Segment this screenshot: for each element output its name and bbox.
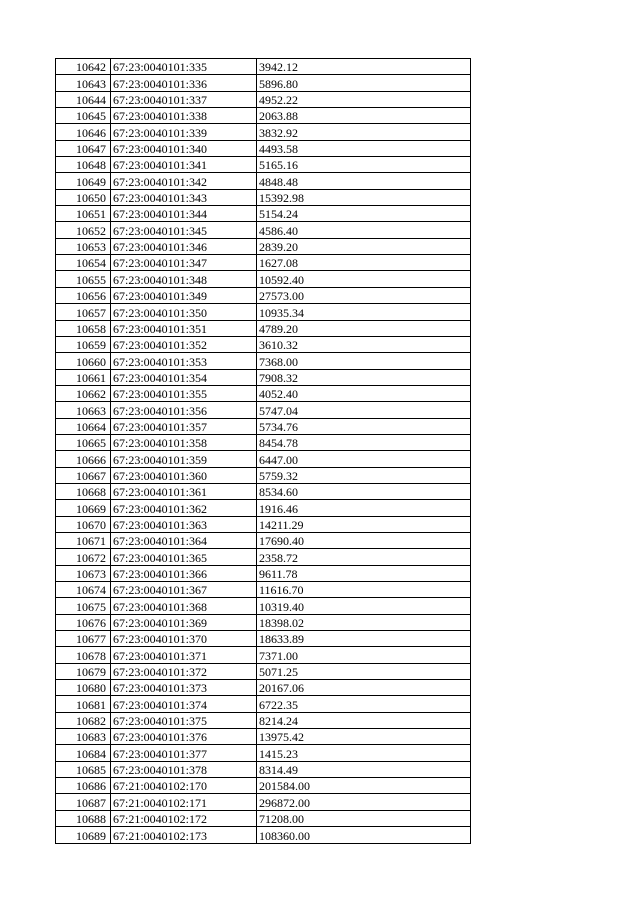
table-row xyxy=(56,467,471,483)
table-row xyxy=(56,794,471,810)
cadastral-number-cell: 67:23:0040101:340 xyxy=(111,140,257,156)
value-cell: 7908.32 xyxy=(257,369,471,385)
value-cell: 5071.25 xyxy=(257,663,471,679)
cadastral-number-cell: 67:23:0040101:366 xyxy=(111,565,257,581)
cadastral-number-cell: 67:23:0040101:344 xyxy=(111,206,257,222)
row-number-cell: 10657 xyxy=(56,304,111,320)
cadastral-number-cell: 67:23:0040101:368 xyxy=(111,598,257,614)
table-row xyxy=(56,222,471,238)
row-number-cell: 10672 xyxy=(56,549,111,565)
cadastral-number-cell: 67:23:0040101:369 xyxy=(111,614,257,630)
cadastral-number-cell: 67:23:0040101:377 xyxy=(111,745,257,761)
value-cell: 201584.00 xyxy=(257,778,471,794)
value-cell: 17690.40 xyxy=(257,532,471,548)
row-number-cell: 10651 xyxy=(56,206,111,222)
value-cell: 5165.16 xyxy=(257,157,471,173)
row-number-cell: 10654 xyxy=(56,255,111,271)
cadastral-number-cell: 67:23:0040101:356 xyxy=(111,402,257,418)
cadastral-number-cell: 67:23:0040101:374 xyxy=(111,696,257,712)
table-row xyxy=(56,712,471,728)
cadastral-number-cell: 67:23:0040101:352 xyxy=(111,336,257,352)
value-cell: 296872.00 xyxy=(257,794,471,810)
row-number-cell: 10662 xyxy=(56,385,111,401)
value-cell: 7371.00 xyxy=(257,647,471,663)
table-row xyxy=(56,516,471,532)
cadastral-number-cell: 67:21:0040102:173 xyxy=(111,827,257,843)
table-row xyxy=(56,565,471,581)
row-number-cell: 10649 xyxy=(56,173,111,189)
value-cell: 11616.70 xyxy=(257,582,471,598)
table-row xyxy=(56,189,471,205)
table-row xyxy=(56,549,471,565)
value-cell: 71208.00 xyxy=(257,810,471,826)
value-cell: 10592.40 xyxy=(257,271,471,287)
row-number-cell: 10684 xyxy=(56,745,111,761)
cadastral-number-cell: 67:21:0040102:170 xyxy=(111,778,257,794)
cadastral-number-cell: 67:23:0040101:355 xyxy=(111,385,257,401)
value-cell: 3610.32 xyxy=(257,336,471,352)
value-cell: 9611.78 xyxy=(257,565,471,581)
cadastral-number-cell: 67:23:0040101:345 xyxy=(111,222,257,238)
row-number-cell: 10644 xyxy=(56,91,111,107)
row-number-cell: 10647 xyxy=(56,140,111,156)
value-cell: 13975.42 xyxy=(257,729,471,745)
row-number-cell: 10659 xyxy=(56,336,111,352)
cadastral-number-cell: 67:23:0040101:348 xyxy=(111,271,257,287)
table-row xyxy=(56,369,471,385)
cadastral-number-cell: 67:23:0040101:336 xyxy=(111,75,257,91)
cadastral-number-cell: 67:23:0040101:342 xyxy=(111,173,257,189)
table-row xyxy=(56,696,471,712)
value-cell: 27573.00 xyxy=(257,287,471,303)
row-number-cell: 10645 xyxy=(56,108,111,124)
cadastral-number-cell: 67:23:0040101:349 xyxy=(111,287,257,303)
cadastral-number-cell: 67:23:0040101:353 xyxy=(111,353,257,369)
cadastral-number-cell: 67:23:0040101:339 xyxy=(111,124,257,140)
cadastral-number-cell: 67:23:0040101:357 xyxy=(111,418,257,434)
row-number-cell: 10648 xyxy=(56,157,111,173)
table-body xyxy=(56,59,471,844)
row-number-cell: 10680 xyxy=(56,680,111,696)
value-cell: 4952.22 xyxy=(257,91,471,107)
cadastral-number-cell: 67:23:0040101:365 xyxy=(111,549,257,565)
table-row xyxy=(56,75,471,91)
cadastral-number-cell: 67:23:0040101:337 xyxy=(111,91,257,107)
table-row xyxy=(56,418,471,434)
row-number-cell: 10679 xyxy=(56,663,111,679)
table-row xyxy=(56,582,471,598)
row-number-cell: 10652 xyxy=(56,222,111,238)
value-cell: 10319.40 xyxy=(257,598,471,614)
table-row xyxy=(56,500,471,516)
table-row xyxy=(56,761,471,777)
row-number-cell: 10666 xyxy=(56,451,111,467)
cadastral-number-cell: 67:23:0040101:346 xyxy=(111,238,257,254)
cadastral-number-cell: 67:23:0040101:347 xyxy=(111,255,257,271)
table-row xyxy=(56,778,471,794)
cadastral-number-cell: 67:23:0040101:373 xyxy=(111,680,257,696)
row-number-cell: 10661 xyxy=(56,369,111,385)
table-row xyxy=(56,647,471,663)
table-row xyxy=(56,157,471,173)
value-cell: 5154.24 xyxy=(257,206,471,222)
cadastral-number-cell: 67:23:0040101:358 xyxy=(111,434,257,450)
table-row xyxy=(56,614,471,630)
row-number-cell: 10667 xyxy=(56,467,111,483)
cadastral-number-cell: 67:23:0040101:362 xyxy=(111,500,257,516)
row-number-cell: 10664 xyxy=(56,418,111,434)
row-number-cell: 10646 xyxy=(56,124,111,140)
row-number-cell: 10665 xyxy=(56,434,111,450)
cadastral-number-cell: 67:23:0040101:367 xyxy=(111,582,257,598)
table-row xyxy=(56,680,471,696)
cadastral-number-cell: 67:23:0040101:350 xyxy=(111,304,257,320)
table-row xyxy=(56,206,471,222)
row-number-cell: 10670 xyxy=(56,516,111,532)
row-number-cell: 10653 xyxy=(56,238,111,254)
value-cell: 4848.48 xyxy=(257,173,471,189)
table-row xyxy=(56,173,471,189)
table-row xyxy=(56,532,471,548)
cadastral-number-cell: 67:23:0040101:359 xyxy=(111,451,257,467)
value-cell: 5759.32 xyxy=(257,467,471,483)
row-number-cell: 10688 xyxy=(56,810,111,826)
value-cell: 4493.58 xyxy=(257,140,471,156)
value-cell: 3942.12 xyxy=(257,59,471,75)
cadastral-number-cell: 67:23:0040101:363 xyxy=(111,516,257,532)
value-cell: 5747.04 xyxy=(257,402,471,418)
table-row xyxy=(56,745,471,761)
table-row xyxy=(56,631,471,647)
value-cell: 4789.20 xyxy=(257,320,471,336)
cadastral-number-cell: 67:23:0040101:341 xyxy=(111,157,257,173)
table-row xyxy=(56,434,471,450)
cadastral-number-cell: 67:23:0040101:375 xyxy=(111,712,257,728)
table-row xyxy=(56,483,471,499)
cadastral-number-cell: 67:21:0040102:172 xyxy=(111,810,257,826)
table-row xyxy=(56,320,471,336)
cadastral-number-cell: 67:23:0040101:335 xyxy=(111,59,257,75)
table-row xyxy=(56,304,471,320)
value-cell: 7368.00 xyxy=(257,353,471,369)
value-cell: 18633.89 xyxy=(257,631,471,647)
value-cell: 6447.00 xyxy=(257,451,471,467)
cadastral-number-cell: 67:23:0040101:343 xyxy=(111,189,257,205)
table-row xyxy=(56,353,471,369)
table-row xyxy=(56,663,471,679)
row-number-cell: 10642 xyxy=(56,59,111,75)
cadastral-number-cell: 67:23:0040101:361 xyxy=(111,483,257,499)
row-number-cell: 10643 xyxy=(56,75,111,91)
value-cell: 4052.40 xyxy=(257,385,471,401)
table-row xyxy=(56,385,471,401)
table-row xyxy=(56,729,471,745)
table-row xyxy=(56,59,471,75)
row-number-cell: 10678 xyxy=(56,647,111,663)
value-cell: 6722.35 xyxy=(257,696,471,712)
value-cell: 2839.20 xyxy=(257,238,471,254)
cadastral-number-cell: 67:23:0040101:351 xyxy=(111,320,257,336)
table-row xyxy=(56,287,471,303)
row-number-cell: 10663 xyxy=(56,402,111,418)
value-cell: 1627.08 xyxy=(257,255,471,271)
row-number-cell: 10674 xyxy=(56,582,111,598)
table-row xyxy=(56,140,471,156)
row-number-cell: 10656 xyxy=(56,287,111,303)
row-number-cell: 10689 xyxy=(56,827,111,843)
table-row xyxy=(56,827,471,843)
row-number-cell: 10655 xyxy=(56,271,111,287)
value-cell: 10935.34 xyxy=(257,304,471,320)
value-cell: 1916.46 xyxy=(257,500,471,516)
value-cell: 15392.98 xyxy=(257,189,471,205)
row-number-cell: 10682 xyxy=(56,712,111,728)
cadastral-number-cell: 67:23:0040101:338 xyxy=(111,108,257,124)
table-row xyxy=(56,810,471,826)
cadastral-number-cell: 67:23:0040101:371 xyxy=(111,647,257,663)
value-cell: 20167.06 xyxy=(257,680,471,696)
table-row xyxy=(56,91,471,107)
row-number-cell: 10676 xyxy=(56,614,111,630)
cadastral-number-cell: 67:23:0040101:376 xyxy=(111,729,257,745)
row-number-cell: 10673 xyxy=(56,565,111,581)
row-number-cell: 10675 xyxy=(56,598,111,614)
table-row xyxy=(56,451,471,467)
row-number-cell: 10677 xyxy=(56,631,111,647)
value-cell: 8314.49 xyxy=(257,761,471,777)
table-row xyxy=(56,108,471,124)
cadastral-number-cell: 67:23:0040101:354 xyxy=(111,369,257,385)
value-cell: 14211.29 xyxy=(257,516,471,532)
value-cell: 5734.76 xyxy=(257,418,471,434)
row-number-cell: 10669 xyxy=(56,500,111,516)
cadastral-number-cell: 67:21:0040102:171 xyxy=(111,794,257,810)
row-number-cell: 10687 xyxy=(56,794,111,810)
row-number-cell: 10671 xyxy=(56,532,111,548)
cadastral-number-cell: 67:23:0040101:372 xyxy=(111,663,257,679)
row-number-cell: 10681 xyxy=(56,696,111,712)
table-row xyxy=(56,255,471,271)
value-cell: 8534.60 xyxy=(257,483,471,499)
data-table xyxy=(55,58,471,844)
row-number-cell: 10686 xyxy=(56,778,111,794)
table-row xyxy=(56,238,471,254)
value-cell: 18398.02 xyxy=(257,614,471,630)
value-cell: 1415.23 xyxy=(257,745,471,761)
table-row xyxy=(56,598,471,614)
table-row xyxy=(56,336,471,352)
value-cell: 3832.92 xyxy=(257,124,471,140)
row-number-cell: 10668 xyxy=(56,483,111,499)
value-cell: 2063.88 xyxy=(257,108,471,124)
cadastral-number-cell: 67:23:0040101:364 xyxy=(111,532,257,548)
value-cell: 5896.80 xyxy=(257,75,471,91)
cadastral-number-cell: 67:23:0040101:360 xyxy=(111,467,257,483)
row-number-cell: 10650 xyxy=(56,189,111,205)
value-cell: 108360.00 xyxy=(257,827,471,843)
value-cell: 8454.78 xyxy=(257,434,471,450)
table-row xyxy=(56,271,471,287)
row-number-cell: 10683 xyxy=(56,729,111,745)
table-row xyxy=(56,402,471,418)
cadastral-number-cell: 67:23:0040101:370 xyxy=(111,631,257,647)
value-cell: 4586.40 xyxy=(257,222,471,238)
row-number-cell: 10660 xyxy=(56,353,111,369)
value-cell: 8214.24 xyxy=(257,712,471,728)
table-row xyxy=(56,124,471,140)
row-number-cell: 10685 xyxy=(56,761,111,777)
value-cell: 2358.72 xyxy=(257,549,471,565)
row-number-cell: 10658 xyxy=(56,320,111,336)
cadastral-number-cell: 67:23:0040101:378 xyxy=(111,761,257,777)
